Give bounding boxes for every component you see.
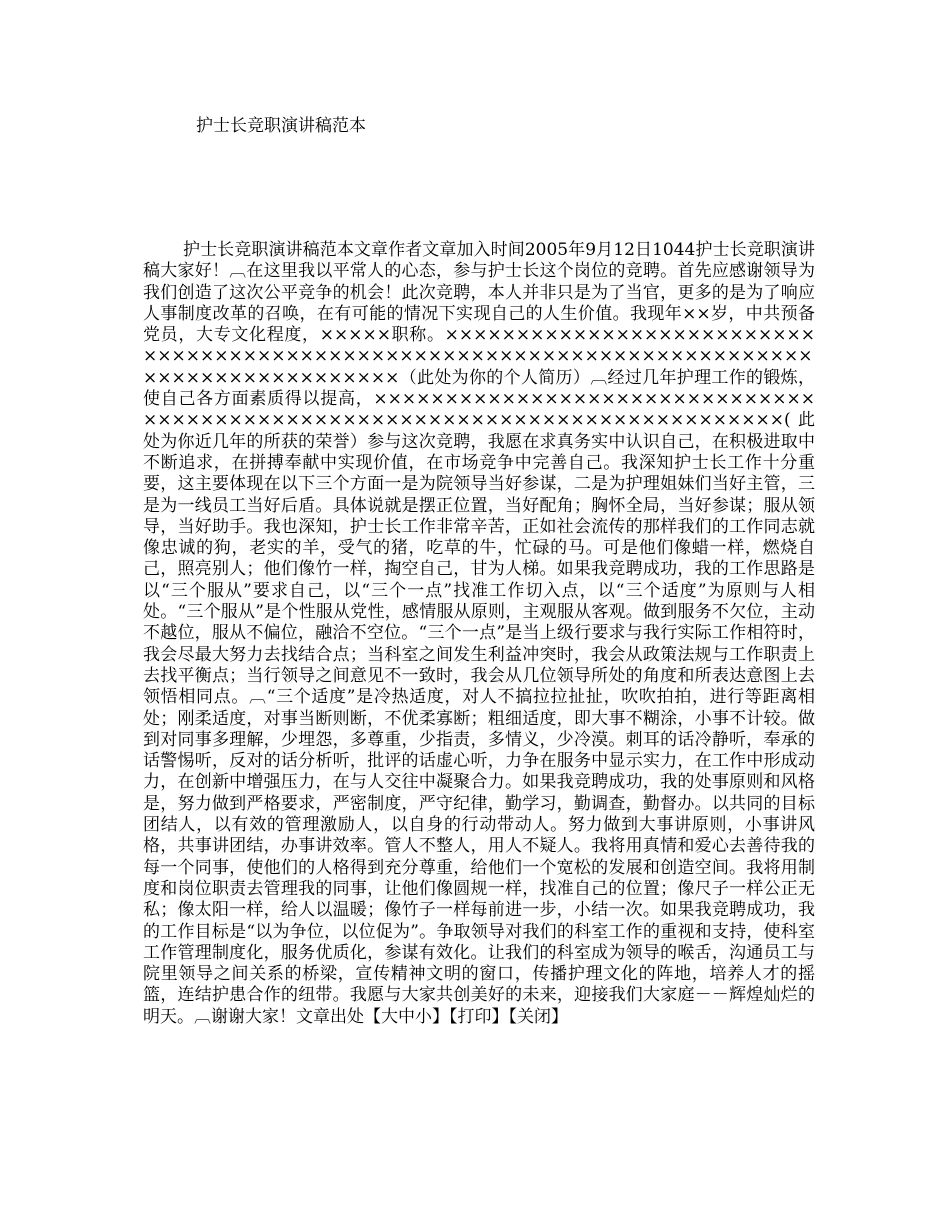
font-size-link[interactable]: 【大中小】 — [364, 1006, 449, 1027]
article-text: 护士长竞职演讲稿范本文章作者文章加入时间2005年9月12日1044护士长竞职演讲稿大家好！︹在这里我以平常人的心态，参与护士长这个岗位的竞聘。首先应感谢领导为我们创造了这次公平竞争的机会！此次竞聘，本人并非只是为了当官，更多的是为了响应人事制度改革的召唤，在有可能的情况下实现自己的人生价值。我现年××岁，中共预备党员，大专文化程度，×××××职称。×××××××××××××××××××××××××××××××××××××××××××××××××××××××××××××××××××××××××××××××××××××××××××（此处为你的个人简历）︹经过几年护理工作的锻炼，使自己各方面素质得以提高，××××××××××××××××××××××××××××××××××××××××××××××××××××××××××××××××××××××××××××(此处为你近几年的所获的荣誉）参与这次竞聘，我愿在求真务实中认识自己，在积极进取中不断追求，在拼搏奉献中实现价值，在市场竞争中完善自己。我深知护士长工作十分重要，这主要体现在以下三个方面一是为院领导当好参谋，二是为护理姐妹们当好主管，三是为一线员工当好后盾。具体说就是摆正位置，当好配角；胸怀全局，当好参谋；服从领导，当好助手。我也深知，护士长工作非常辛苦，正如社会流传的那样我们的工作同志就像忠诚的狗，老实的羊，受气的猪，吃草的牛，忙碌的马。可是他们像蜡一样，燃烧自己，照亮别人；他们像竹一样，掏空自己，甘为人梯。如果我竞聘成功，我的工作思路是以“三个服从”要求自己，以“三个一点”找准工作切入点，以“三个适度”为原则与人相处。“三个服从”是个性服从党性，感情服从原则，主观服从客观。做到服务不欠位，主动不越位，服从不偏位，融洽不空位。“三个一点”是当上级行要求与我行实际工作相符时，我会尽最大努力去找结合点；当科室之间发生利益冲突时，我会从政策法规与工作职责上去找平衡点；当行领导之间意见不一致时，我会从几位领导所处的角度和所表达意图上去领悟相同点。︹“三个适度”是冷热适度，对人不搞拉拉扯扯，吹吹拍拍，进行等距离相处；刚柔适度，对事当断则断，不优柔寡断；粗细适度，即大事不糊涂，小事不计较。做到对同事多理解，少埋怨，多尊重，少指责，多情义，少冷漠。刺耳的话冷静听，奉承的话警惕听，反对的话分析听，批评的话虚心听，力争在服务中显示实力，在工作中形成动力，在创新中增强压力，在与人交往中凝聚合力。如果我竞聘成功，我的处事原则和风格是，努力做到严格要求，严密制度，严守纪律，勤学习，勤调查，勤督办。以共同的目标团结人，以有效的管理激励人，以自身的行动带动人。努力做到大事讲原则，小事讲风格，共事讲团结，办事讲效率。管人不整人，用人不疑人。我将用真情和爱心去善待我的每一个同事，使他们的人格得到充分尊重，给他们一个宽松的发展和创造空间。我将用制度和岗位职责去管理我的同事，让他们像圆规一样，找准自己的位置；像尺子一样公正无私；像太阳一样，给人以温暖；像竹子一样每前进一步，小结一次。如果我竞聘成功，我的工作目标是“以为争位，以位促为”。争取领导对我们的科室工作的重视和支持，使科室工作管理制度化，服务优质化，参谋有效化。让我们的科室成为领导的喉舌，沟通员工与院里领导之间关系的桥梁，宣传精神文明的窗口，传播护理文化的阵地，培养人才的摇篮，连结护患合作的纽带。我愿与大家共创美好的未来，迎接我们大家庭－－辉煌灿烂的明天。︹谢谢大家！文章出处 — [143, 240, 815, 1027]
article-body — [143, 240, 815, 1028]
close-link[interactable]: 【关闭】 — [508, 1006, 568, 1027]
print-link[interactable]: 【打印】 — [449, 1006, 509, 1027]
document-title: 护士长竞职演讲稿范本 — [196, 116, 366, 136]
